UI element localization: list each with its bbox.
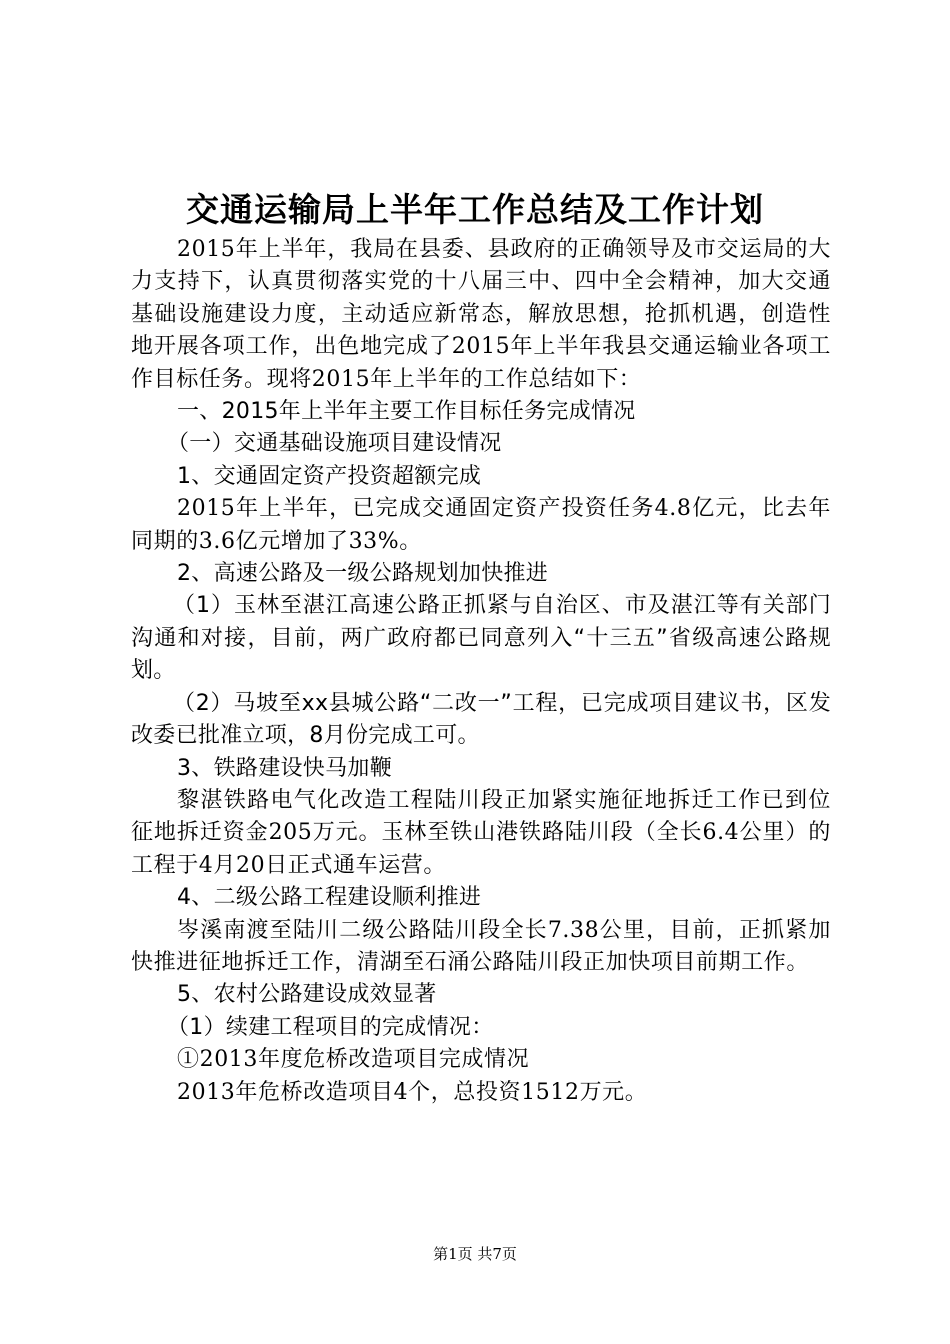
sub-item-heading: （1）续建工程项目的完成情况： <box>167 1014 494 1040</box>
body-paragraph: 2013年危桥改造项目4个，总投资1512万元。 <box>177 1079 648 1105</box>
item-heading: 2、高速公路及一级公路规划加快推进 <box>177 561 549 587</box>
sub-item-paragraph: （2）马坡至xx县城公路“二改一”工程，已完成项目建议书，区发改委已批准立项，8月份完成工可。 <box>131 690 831 749</box>
document-body <box>131 234 831 1109</box>
subsection-heading: （一）交通基础设施项目建设情况 <box>167 431 502 457</box>
section-heading: 一、2015年上半年主要工作目标任务完成情况 <box>177 399 636 425</box>
item-heading: 3、铁路建设快马加鞭 <box>177 755 392 781</box>
item-heading: 5、农村公路建设成效显著 <box>177 982 437 1008</box>
page-number-footer: 第1页 共7页 <box>433 1245 517 1263</box>
sub-item-paragraph: （1）玉林至湛江高速公路正抓紧与自治区、市及湛江等有关部门沟通和对接，目前，两广政府都已同意列入“十三五”省级高速公路规划。 <box>131 593 831 684</box>
body-paragraph: ①2013年度危桥改造项目完成情况 <box>177 1047 530 1073</box>
body-paragraph: 黎湛铁路电气化改造工程陆川段正加紧实施征地拆迁工作已到位征地拆迁资金205万元。玉林至铁山港铁路陆川段（全长6.4公里）的工程于4月20日正式通车运营。 <box>131 787 831 878</box>
intro-paragraph: 2015年上半年，我局在县委、县政府的正确领导及市交运局的大力支持下，认真贯彻落实党的十八届三中、四中全会精神，加大交通基础设施建设力度，主动适应新常态，解放思想，抢抓机遇，创造性地开展各项工作，出色地完成了2015年上半年我县交通运输业各项工作目标任务。现将2015年上半年的工作总结如下： <box>131 237 831 392</box>
page-title: 交通运输局上半年工作总结及工作计划 <box>186 190 764 229</box>
item-heading: 4、二级公路工程建设顺利推进 <box>177 885 482 911</box>
item-heading: 1、交通固定资产投资超额完成 <box>177 463 482 489</box>
body-paragraph: 岑溪南渡至陆川二级公路陆川段全长7.38公里，目前，正抓紧加快推进征地拆迁工作，清湖至石涌公路陆川段正加快项目前期工作。 <box>131 917 831 975</box>
body-paragraph: 2015年上半年，已完成交通固定资产投资任务4.8亿元，比去年同期的3.6亿元增加了33%。 <box>131 496 831 554</box>
